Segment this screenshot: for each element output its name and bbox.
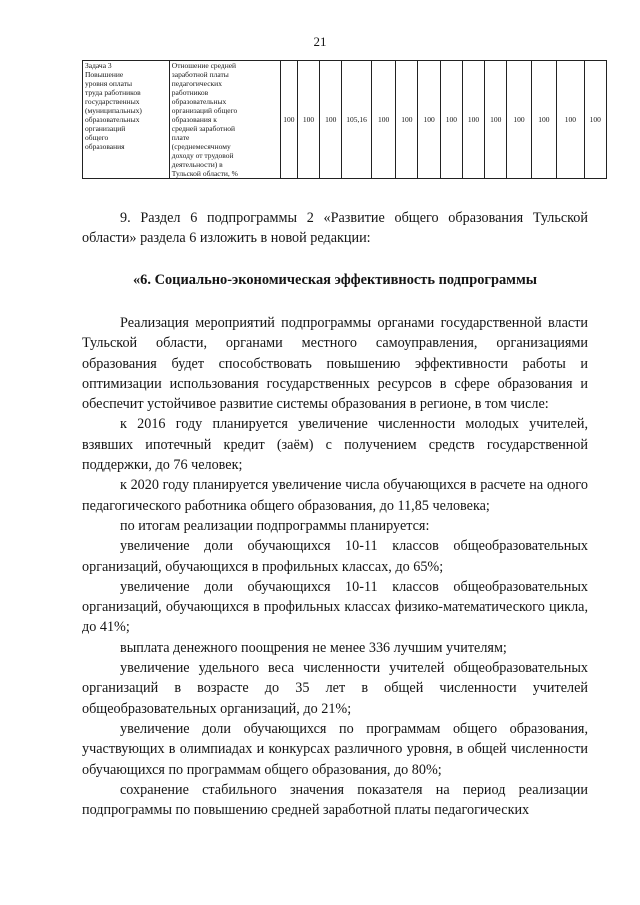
page-number: 21 [313, 34, 327, 49]
body-paragraph: к 2020 году планируется увеличение числа обучающихся в расчете на одного педагогического работника общего образования, до 11,85 человека; [82, 477, 588, 514]
indicator-line: образовательных [171, 97, 227, 106]
indicator-line: Тульской области, % [171, 169, 238, 178]
indicator-line: (среднемесячному [171, 142, 231, 151]
task-line: образовательных [85, 115, 140, 124]
indicator-line: средней заработной [171, 124, 236, 133]
indicator-line: работников [171, 88, 209, 97]
value-cell: 100 [462, 61, 484, 179]
body-paragraph: увеличение доли обучающихся по программам общего образования, участвующих в олимпиадах и конкурсах различного уровня, в общей численности обучающихся по программам общего образования, до 80%; [82, 720, 588, 778]
indicator-line: образования к [171, 115, 217, 124]
task-cell [83, 61, 170, 179]
indicator-table [82, 60, 607, 179]
value-cell: 100 [485, 61, 507, 179]
section-heading: «6. Социально-экономическая эффективность подпрограммы [132, 272, 537, 288]
indicator-line: организаций общего [171, 106, 238, 115]
value-cell: 100 [396, 61, 418, 179]
indicator-line: Отношение средней [171, 61, 237, 70]
value-cell: 100 [584, 61, 606, 179]
value-cell: 105,16 [342, 61, 372, 179]
indicator-line: заработной платы [171, 70, 229, 79]
body-paragraph: увеличение доли обучающихся 10-11 классов общеобразовательных организаций, обучающихся в профильных классах физико-математического цикла, до 41%; [82, 578, 588, 636]
table-row [83, 61, 607, 179]
value-cell: 100 [320, 61, 342, 179]
body-paragraph: выплата денежного поощрения не менее 336 лучшим учителям; [120, 639, 507, 656]
indicator-line: педагогических [171, 79, 222, 88]
body-paragraph: к 2016 году планируется увеличение численности молодых учителей, взявших ипотечный кредит (заём) с получением средств государственной поддержки, до 76 человек; [82, 416, 588, 474]
value-cell: 100 [371, 61, 395, 179]
value-cell: 100 [440, 61, 462, 179]
task-line: Повышение [85, 70, 124, 79]
intro-block [82, 208, 588, 249]
value-cell: 100 [531, 61, 556, 179]
value-cell: 100 [297, 61, 319, 179]
task-line: общего [85, 133, 109, 142]
indicator-line: плате [171, 133, 190, 142]
value-cell: 100 [418, 61, 440, 179]
section-body [82, 313, 588, 820]
indicator-line: деятельности) в [171, 160, 223, 169]
intro-paragraph: 9. Раздел 6 подпрограммы 2 «Развитие общего образования Тульской области» раздела 6 изложить в новой редакции: [82, 210, 588, 247]
body-paragraph: увеличение удельного веса численности учителей общеобразовательных организаций в возрасте до 35 лет в общей численности учителей общеобразовательных организаций, до 21%; [82, 660, 588, 717]
task-line: образования [85, 142, 125, 151]
task-line: организаций [85, 124, 126, 133]
body-paragraph: сохранение стабильного значения показателя на период реализации подпрограммы по повышению средней заработной платы педагогических [82, 781, 588, 819]
value-cell: 100 [507, 61, 531, 179]
task-line: государственных [85, 97, 140, 106]
indicator-line: доходу от трудовой [171, 151, 234, 160]
indicator-cell [169, 61, 280, 179]
value-cell: 100 [280, 61, 297, 179]
value-cell: 100 [557, 61, 585, 179]
body-paragraph: Реализация мероприятий подпрограммы органами государственной власти Тульской области, органами местного самоуправления, организациями образования будет способствовать повышению эффективности работы и оптимизации использования государственных ресурсов в сфере образования и обеспечит устойчивое развитие системы образования в регионе, в том числе: [82, 315, 588, 413]
task-line: (муниципальных) [85, 106, 142, 115]
body-paragraph: по итогам реализации подпрограммы планируется: [120, 517, 430, 534]
task-line: уровня оплаты [85, 79, 133, 88]
task-line: труда работников [85, 88, 141, 97]
task-line: Задача 3 [85, 61, 112, 70]
body-paragraph: увеличение доли обучающихся 10-11 классов общеобразовательных организаций, обучающихся в профильных классах, до 65%; [82, 538, 588, 575]
